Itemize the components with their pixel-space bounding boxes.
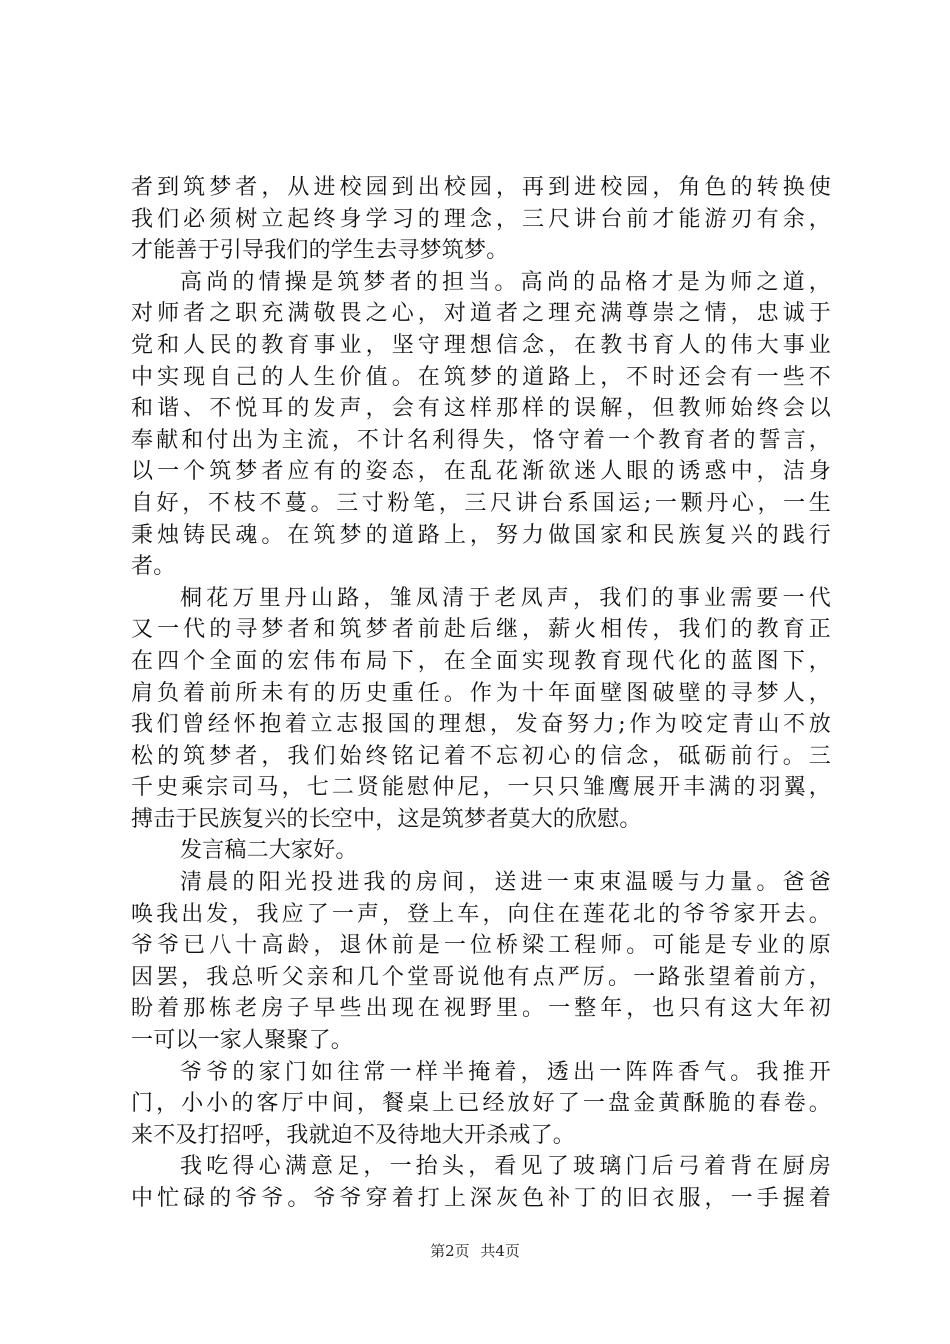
text-line: 因罢，我总听父亲和几个堂哥说他有点严厉。一路张望着前方， (131, 964, 831, 990)
text-line: 我们曾经怀抱着立志报国的理想，发奋努力;作为咬定青山不放 (131, 712, 831, 738)
paragraph-first-line: 高尚的情操是筑梦者的担当。高尚的品格才是为师之道， (180, 269, 831, 295)
text-line: 爷爷已八十高龄，退休前是一位桥梁工程师。可能是专业的原 (131, 933, 831, 959)
paragraph-first-line: 桐花万里丹山路，雏凤清于老凤声，我们的事业需要一代 (180, 585, 831, 611)
text-line: 对师者之职充满敬畏之心，对道者之理充满尊崇之情，忠诚于 (131, 301, 831, 327)
text-line: 党和人民的教育事业，坚守理想信念，在教书育人的伟大事业 (131, 332, 831, 358)
paragraph-first-line: 爷爷的家门如往常一样半掩着，透出一阵阵香气。我推开 (180, 1059, 831, 1085)
text-line: 一可以一家人聚聚了。 (131, 1028, 354, 1054)
text-line: 奉献和付出为主流，不计名利得失，恪守着一个教育者的誓言， (131, 427, 831, 453)
text-line: 我们必须树立起终身学习的理念，三尺讲台前才能游刃有余， (131, 206, 831, 232)
text-line: 搏击于民族复兴的长空中，这是筑梦者莫大的欣慰。 (131, 806, 642, 832)
text-line: 者到筑梦者，从进校园到出校园，再到进校园，角色的转换使 (131, 175, 831, 200)
text-line: 肩负着前所未有的历史重任。作为十年面壁图破壁的寻梦人， (131, 680, 831, 706)
text-line: 和谐、不悦耳的发声，会有这样那样的误解，但教师始终会以 (131, 396, 831, 422)
text-line: 唤我出发，我应了一声，登上车，向住在莲花北的爷爷家开去。 (131, 901, 831, 927)
text-line: 在四个全面的宏伟布局下，在全面实现教育现代化的蓝图下， (131, 648, 831, 674)
page-total: 共4页 (480, 1242, 520, 1260)
text-line: 者。 (131, 554, 176, 580)
paragraph-first-line: 清晨的阳光投进我的房间，送进一束束温暖与力量。爸爸 (180, 870, 831, 896)
paragraph-first-line: 我吃得心满意足，一抬头，看见了玻璃门后弓着背在厨房 (180, 1154, 831, 1180)
page-footer (0, 1240, 950, 1261)
text-line: 中实现自己的人生价值。在筑梦的道路上，不时还会有一些不 (131, 364, 831, 390)
section-heading: 发言稿二大家好。 (180, 838, 358, 864)
text-line: 门，小小的客厅中间，餐桌上已经放好了一盘金黄酥脆的春卷。 (131, 1091, 831, 1117)
text-line: 盼着那栋老房子早些出现在视野里。一整年，也只有这大年初 (131, 996, 831, 1022)
text-line: 千史乘宗司马，七二贤能慰仲尼，一只只雏鹰展开丰满的羽翼， (131, 775, 831, 801)
text-line: 松的筑梦者，我们始终铭记着不忘初心的信念，砥砺前行。三 (131, 743, 831, 769)
text-line: 才能善于引导我们的学生去寻梦筑梦。 (131, 238, 509, 264)
page-number: 第2页 (430, 1242, 470, 1260)
text-line: 又一代的寻梦者和筑梦者前赴后继，薪火相传，我们的教育正 (131, 617, 831, 643)
text-line: 来不及打招呼，我就迫不及待地大开杀戒了。 (131, 1122, 576, 1148)
document-body (131, 172, 831, 1215)
text-line: 自好，不枝不蔓。三寸粉笔，三尺讲台系国运;一颗丹心，一生 (131, 490, 831, 516)
text-line: 以一个筑梦者应有的姿态，在乱花渐欲迷人眼的诱惑中，洁身 (131, 459, 831, 485)
text-line: 中忙碌的爷爷。爷爷穿着打上深灰色补丁的旧衣服，一手握着 (131, 1186, 831, 1211)
text-line: 秉烛铸民魂。在筑梦的道路上，努力做国家和民族复兴的践行 (131, 522, 831, 548)
